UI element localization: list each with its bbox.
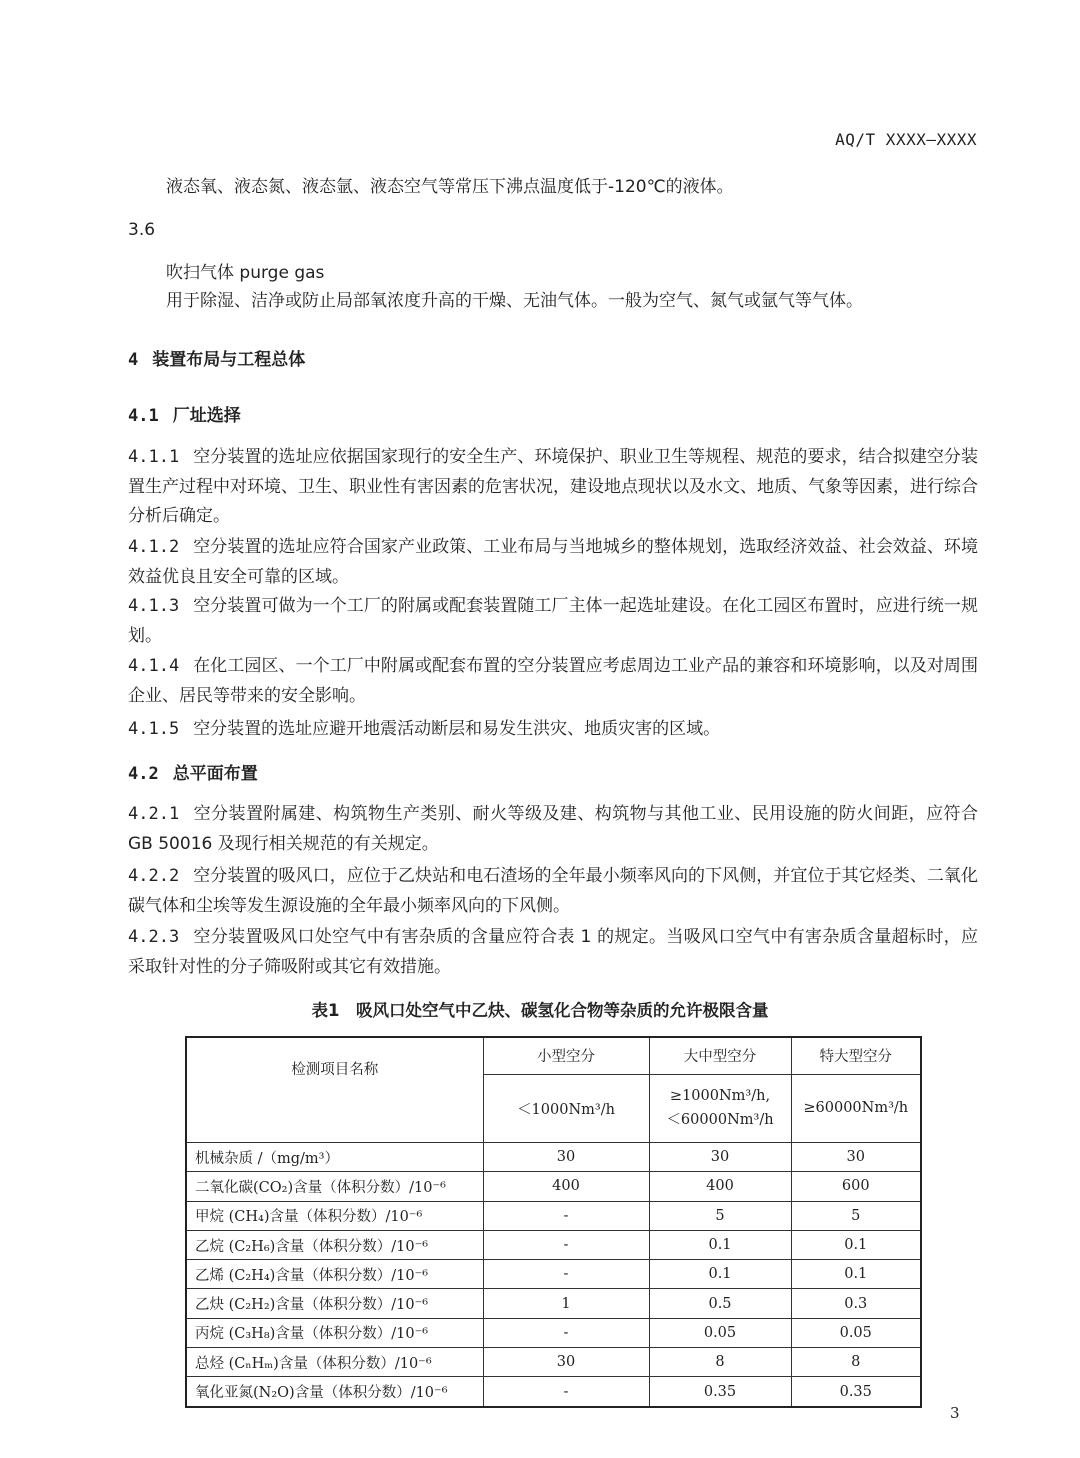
clause-text: 空分装置的选址应依据国家现行的安全生产、环境保护、职业卫生等规程、规范的要求，结合拟建空分装置生产过程中对环境、卫生、职业性有害因素的危害状况，建设地点现状以及水文、地质、气象等因素，进行综合分析后确定。 (128, 447, 978, 526)
clause-paragraph (128, 800, 978, 859)
header-column-name: 小型空分 (483, 1037, 649, 1074)
clause-number: 4.2.3 (128, 927, 180, 947)
row-value: - (483, 1230, 649, 1259)
header-column-name: 大中型空分 (649, 1037, 791, 1074)
row-item-name: 机械杂质 /（mg/m³） (186, 1143, 483, 1172)
subsection-heading (128, 759, 258, 784)
row-value: 5 (649, 1201, 791, 1230)
clause-paragraph (128, 443, 978, 532)
clause-paragraph (128, 533, 978, 592)
header-column-range: ≥1000Nm³/h, ＜60000Nm³/h (649, 1074, 791, 1142)
clause-paragraph (128, 652, 978, 711)
clause-text: 空分装置可做为一个工厂的附属或配套装置随工厂主体一起选址建设。在化工园区布置时，应进行统一规划。 (128, 596, 978, 646)
definition-text: 用于除湿、洁净或防止局部氧浓度升高的干燥、无油气体。一般为空气、氮气或氩气等气体。 (166, 291, 863, 311)
row-item-name: 二氧化碳(CO₂)含量（体积分数）/10⁻⁶ (186, 1172, 483, 1201)
clause-text: 空分装置的选址应符合国家产业政策、工业布局与当地城乡的整体规划，选取经济效益、社会效益、环境效益优良且安全可靠的区域。 (128, 537, 978, 587)
table-header-row (186, 1037, 921, 1074)
row-item-name: 乙烷 (C₂H₆)含量（体积分数）/10⁻⁶ (186, 1230, 483, 1259)
row-value: 0.35 (649, 1377, 791, 1407)
table-row (186, 1230, 921, 1259)
section-title: 装置布局与工程总体 (152, 350, 306, 370)
table-row (186, 1318, 921, 1347)
table-caption: 表1 吸风口处空气中乙炔、碳氢化合物等杂质的允许极限含量 (311, 1001, 769, 1020)
table-row (186, 1260, 921, 1289)
clause-number: 4.2.2 (128, 866, 180, 886)
section-number: 4.1 (128, 406, 159, 426)
row-value: - (483, 1260, 649, 1289)
section-number: 4 (128, 350, 139, 370)
clause-paragraph (128, 923, 978, 982)
row-item-name: 总烃 (CₙHₘ)含量（体积分数）/10⁻⁶ (186, 1348, 483, 1377)
header-column-name: 特大型空分 (791, 1037, 921, 1074)
page-number: 3 (950, 1404, 960, 1422)
clause-number: 3.6 (128, 220, 156, 240)
clause-text: 空分装置的吸风口，应位于乙炔站和电石渣场的全年最小频率风向的下风侧，并宜位于其它烃类、二氧化碳气体和尘埃等发生源设施的全年最小频率风向的下风侧。 (128, 866, 978, 916)
row-value: - (483, 1201, 649, 1230)
clause-number: 4.1.1 (128, 447, 180, 467)
row-value: 8 (791, 1348, 921, 1377)
impurity-limits-table (185, 1036, 922, 1408)
clause-number: 4.1.5 (128, 719, 180, 739)
clause-text: 空分装置的选址应避开地震活动断层和易发生洪灾、地质灾害的区域。 (193, 719, 721, 739)
document-code: AQ/T XXXX—XXXX (835, 130, 977, 149)
row-value: 0.1 (791, 1230, 921, 1259)
header-column-range: ＜1000Nm³/h (483, 1074, 649, 1142)
row-value: 0.05 (791, 1318, 921, 1347)
clause-number: 4.1.4 (128, 656, 180, 676)
row-value: 600 (791, 1172, 921, 1201)
row-value: 0.35 (791, 1377, 921, 1407)
table-row (186, 1377, 921, 1407)
row-value: 400 (483, 1172, 649, 1201)
row-item-name: 乙炔 (C₂H₂)含量（体积分数）/10⁻⁶ (186, 1289, 483, 1318)
row-value: - (483, 1318, 649, 1347)
row-value: 0.05 (649, 1318, 791, 1347)
definition-text: 液态氧、液态氮、液态氩、液态空气等常压下沸点温度低于-120℃的液体。 (166, 177, 734, 197)
row-item-name: 乙烯 (C₂H₄)含量（体积分数）/10⁻⁶ (186, 1260, 483, 1289)
row-value: 1 (483, 1289, 649, 1318)
row-value: 30 (791, 1143, 921, 1172)
table-row (186, 1172, 921, 1201)
table-row (186, 1348, 921, 1377)
row-item-name: 氧化亚氮(N₂O)含量（体积分数）/10⁻⁶ (186, 1377, 483, 1407)
clause-text: 空分装置吸风口处空气中有害杂质的含量应符合表 1 的规定。当吸风口空气中有害杂质含量超标时，应采取针对性的分子筛吸附或其它有效措施。 (128, 927, 978, 977)
row-item-name: 甲烷 (CH₄)含量（体积分数）/10⁻⁶ (186, 1201, 483, 1230)
row-value: 0.5 (649, 1289, 791, 1318)
row-item-name: 丙烷 (C₃H₈)含量（体积分数）/10⁻⁶ (186, 1318, 483, 1347)
subsection-heading (128, 401, 241, 426)
row-value: 0.1 (649, 1230, 791, 1259)
clause-paragraph (128, 862, 978, 921)
row-value: 30 (649, 1143, 791, 1172)
header-column-range: ≥60000Nm³/h (791, 1074, 921, 1142)
section-title: 厂址选择 (172, 406, 241, 426)
section-heading (128, 345, 305, 370)
clause-paragraph (128, 715, 978, 745)
table-row (186, 1143, 921, 1172)
row-value: 0.3 (791, 1289, 921, 1318)
clause-number: 4.2.1 (128, 804, 180, 824)
row-value: 5 (791, 1201, 921, 1230)
clause-text: 空分装置附属建、构筑物生产类别、耐火等级及建、构筑物与其他工业、民用设施的防火间距，应符合 GB 50016 及现行相关规范的有关规定。 (128, 804, 978, 854)
term-title: 吹扫气体 purge gas (166, 263, 325, 283)
row-value: - (483, 1377, 649, 1407)
row-value: 30 (483, 1348, 649, 1377)
clause-number: 4.1.3 (128, 596, 180, 616)
section-number: 4.2 (128, 764, 159, 784)
row-value: 30 (483, 1143, 649, 1172)
row-value: 0.1 (791, 1260, 921, 1289)
table-row (186, 1201, 921, 1230)
row-value: 400 (649, 1172, 791, 1201)
clause-number: 4.1.2 (128, 537, 180, 557)
row-value: 0.1 (649, 1260, 791, 1289)
clause-paragraph (128, 592, 978, 651)
row-value: 8 (649, 1348, 791, 1377)
table-row (186, 1289, 921, 1318)
header-item-name: 检测项目名称 (186, 1037, 483, 1143)
section-title: 总平面布置 (172, 764, 258, 784)
clause-text: 在化工园区、一个工厂中附属或配套布置的空分装置应考虑周边工业产品的兼容和环境影响，以及对周围企业、居民等带来的安全影响。 (128, 656, 978, 706)
